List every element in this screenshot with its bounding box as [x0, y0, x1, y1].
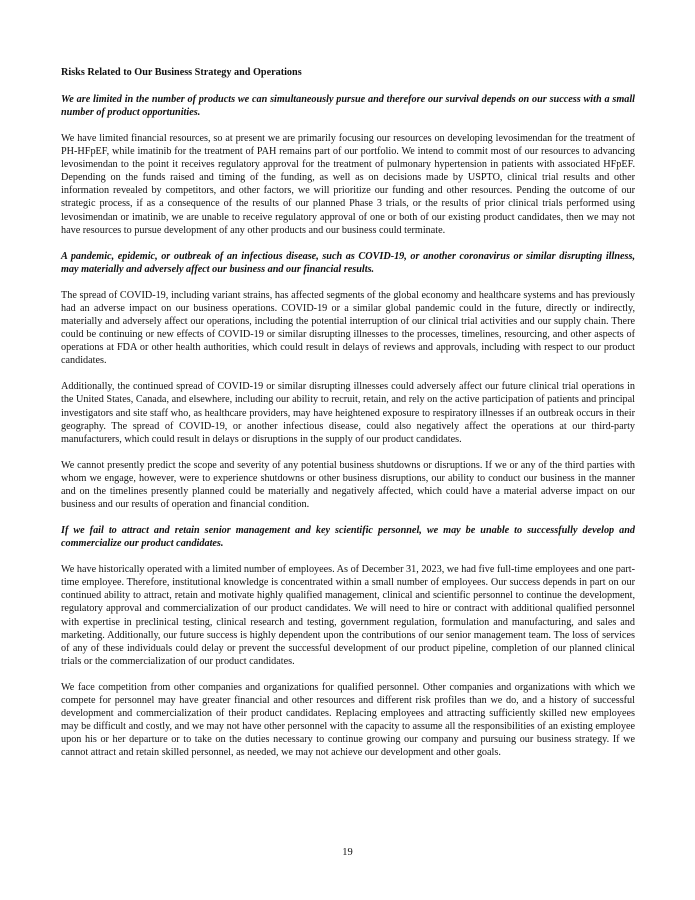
- paragraph: We cannot presently predict the scope and severity of any potential business shutdowns or disruptions. If we or any of the third parties with whom we engage, however, were to experience shutdowns or other business disruptions, our ability to conduct our business in the manner and on the timelines presently planned could be materially and negatively affected, which could have a material adverse impact on our business and our results of operation and financial condition.: [61, 459, 635, 511]
- paragraph: Additionally, the continued spread of COVID-19 or similar disrupting illnesses could adversely affect our future clinical trial operations in the United States, Canada, and elsewhere, including our ability to recruit, retain, and rely on the active participation of patients and principal investigators and site staff who, as healthcare providers, may have heightened exposure to respiratory illnesses if an outbreak occurs in their geography. The spread of COVID-19, or another infectious disease, could also negatively affect the operations at our third-party manufacturers, which could result in delays or disruptions in the supply of our product candidates.: [61, 381, 635, 445]
- paragraph: We have historically operated with a limited number of employees. As of December 31, 2023, we had five full-time employees and one part-time employee. Therefore, institutional knowledge is concentrated within a small number of employees. Our success depends in part on our continued ability to attract, retain and motivate highly qualified management, clinical and scientific personnel to continue the development, regulatory approval and commercialization of our product candidates. We will need to hire or contract with additional qualified personnel with expertise in preclinical testing, clinical research and testing, government regulation, formulation and manufacturing, and sales and marketing. Additionally, our future success is highly dependent upon the contributions of our senior management team. The loss of services of any of these individuals could delay or prevent the successful development of our product pipeline, completion of our planned clinical trials or the commercialization of our product candidates.: [61, 564, 635, 667]
- paragraph: We have limited financial resources, so at present we are primarily focusing our resources on developing levosimendan for the treatment of PH-HFpEF, while imatinib for the treatment of PAH remains part of our portfolio. We intend to commit most of our resources to advancing levosimendan to the point it receives regulatory approval for the treatment of pulmonary hypertension in patients with associated HFpEF. Depending on the funds raised and timing of the funding, as well as on decisions made by USPTO, clinical trial results and other information revealed by competitors, and other factors, we will prioritize our funding and other resources. Pending the outcome of our strategic process, if as a consequence of the results of our planned Phase 3 trials, or the results of prior clinical trials performed using levosimendan or imatinib, we are unable to receive regulatory approval of one or both of our existing product candidates, then we may not have resources to pursue development of any other products and our business could terminate.: [61, 133, 635, 236]
- risk-heading-pandemic: A pandemic, epidemic, or outbreak of an infectious disease, such as COVID-19, or another coronavirus or similar disrupting illness, may materially and adversely affect our business and our financial results.: [61, 250, 635, 275]
- section-title: Risks Related to Our Business Strategy and Operations: [61, 67, 302, 78]
- page-number: 19: [342, 847, 353, 858]
- risk-heading-product-limits: We are limited in the number of products we can simultaneously pursue and therefore our survival depends on our success with a small number of product opportunities.: [61, 94, 635, 118]
- document-page: [61, 66, 635, 772]
- paragraph: We face competition from other companies and organizations for qualified personnel. Other companies and organizations with which we compete for personnel may have greater financial and other resources and different risk profiles than we do, and a history of successful development and commercialization of their product candidates. Replacing employees and attracting sufficiently skilled new employees may be difficult and costly, and we may not have other personnel with the capacity to assume all the responsibilities of an existing employee upon his or her departure or to take on the duties necessary to continue growing our company and pursuing our business strategy. If we cannot attract and retain skilled personnel, as needed, we may not achieve our development and other goals.: [61, 681, 635, 759]
- risk-heading-personnel: If we fail to attract and retain senior management and key scientific personnel, we may be unable to successfully develop and commercialize our product candidates.: [61, 525, 635, 550]
- paragraph: The spread of COVID-19, including variant strains, has affected segments of the global economy and healthcare systems and has previously had an adverse impact on our business operations. COVID-19 or a similar global pandemic could in the future, directly or indirectly, materially and adversely affect our operations, including the potential interruption of our clinical trial activities and our supply chain. There could be continuing or new effects of COVID-19 or similar disrupting illnesses to the processes, timelines, resourcing, and other aspects of operations at FDA or other health authorities, which could result in delays of reviews and approvals, including with respect to our product candidates.: [61, 289, 635, 367]
